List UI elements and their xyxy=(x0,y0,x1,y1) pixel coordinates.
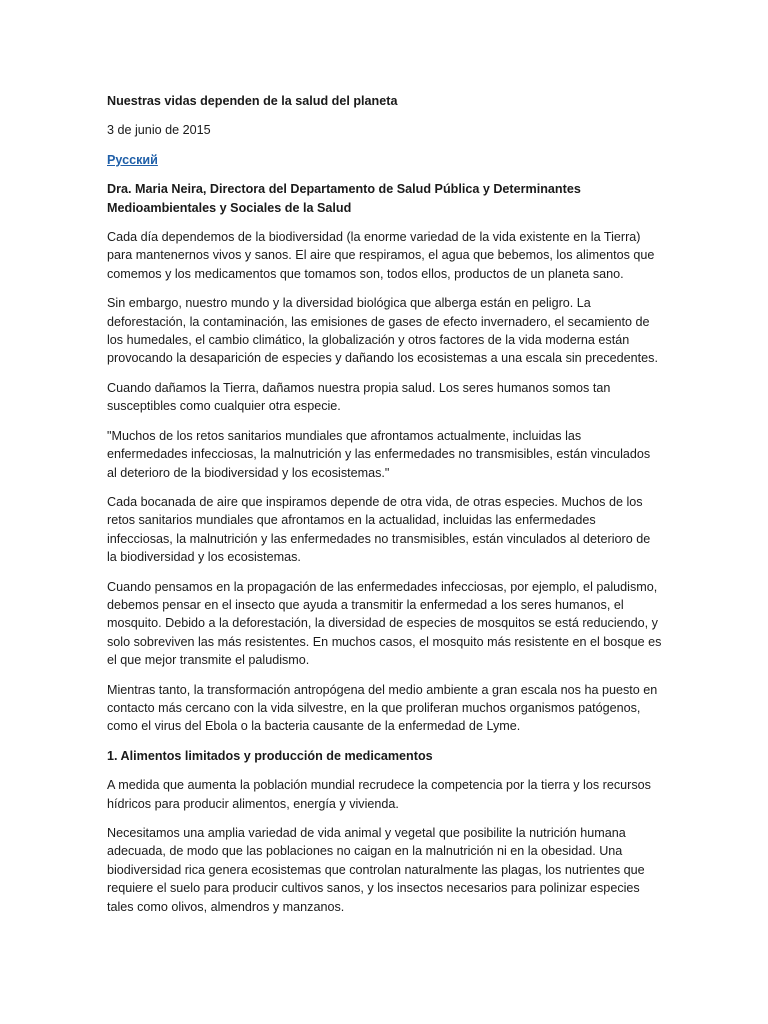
paragraph-damaging-earth: Cuando dañamos la Tierra, dañamos nuestra propia salud. Los seres humanos somos tan susceptibles como cualquier otra especie. xyxy=(107,380,611,414)
section-heading-food-medicine: 1. Alimentos limitados y producción de medicamentos xyxy=(107,748,433,763)
paragraph-biodiversity-intro: Cada día dependemos de la biodiversidad (la enorme variedad de la vida existente en la Tierra) para mantenernos vivos y sanos. El aire que respiramos, el agua que bebemos, los alimentos que comemos y los medicamentos que tomamos son, todos ellos, productos de un planeta sano. xyxy=(107,230,655,281)
paragraph-pathogens: Mientras tanto, la transformación antropógena del medio ambiente a gran escala nos ha puesto en contacto más cercano con la vida silvestre, en la que proliferan muchos organismos patógenos, como el virus del Ebola o la bacteria causante de la enfermedad de Lyme. xyxy=(107,682,658,734)
paragraph-population-competition: A medida que aumenta la población mundial recrudece la competencia por la tierra y los recursos hídricos para producir alimentos, energía y vivienda. xyxy=(107,778,651,811)
paragraph-quote: "Muchos de los retos sanitarios mundiales que afrontamos actualmente, incluidas las enfermedades infecciosas, la malnutrición y las enfermedades no transmisibles, están vinculados al deterioro de la biodiversidad y los ecosistemas." xyxy=(107,428,651,480)
document-title: Nuestras vidas dependen de la salud del planeta xyxy=(107,94,398,108)
publication-date: 3 de junio de 2015 xyxy=(107,123,211,138)
paragraph-nutrition-variety: Necesitamos una amplia variedad de vida animal y vegetal que posibilite la nutrición humana adecuada, de modo que las poblaciones no caigan en la malnutrición ni en la obesidad. Una biodiversidad rica genera ecosistemas que controlan naturalmente las plagas, los nutrientes que requiere el suelo para producir cultivos sanos, y los insectos necesarios para polinizar especies tales como olivos, almendros y manzanos. xyxy=(107,826,645,914)
author-byline: Dra. Maria Neira, Directora del Departamento de Salud Pública y Determinantes Medioambientales y Sociales de la Salud xyxy=(107,182,581,215)
russian-language-link[interactable]: Русский xyxy=(107,152,158,167)
document-page xyxy=(107,92,663,927)
paragraph-malaria: Cuando pensamos en la propagación de las enfermedades infecciosas, por ejemplo, el paludismo, debemos pensar en el insecto que ayuda a transmitir la enfermedad a los seres humanos, el mosquito. Debido a la deforestación, la diversidad de especies de mosquitos se está reduciendo, y solo sobreviven las más resistentes. En muchos casos, el mosquito más resistente en el bosque es el que mejor transmite el paludismo. xyxy=(107,579,662,668)
paragraph-world-in-danger: Sin embargo, nuestro mundo y la diversidad biológica que alberga están en peligro. La deforestación, la contaminación, las emisiones de gases de efecto invernadero, el secamiento de los humedales, el cambio climático, la globalización y otros factores de la vida moderna están provocando la desaparición de especies y dañando los ecosistemas a una escala sin precedentes. xyxy=(107,296,658,366)
paragraph-every-breath: Cada bocanada de aire que inspiramos depende de otra vida, de otras especies. Muchos de los retos sanitarios mundiales que afrontamos en la actualidad, incluidas las enfermedades infecciosas, la malnutrición y las enfermedades no transmisibles, están vinculados al deterioro de la biodiversidad y los ecosistemas. xyxy=(107,494,651,565)
